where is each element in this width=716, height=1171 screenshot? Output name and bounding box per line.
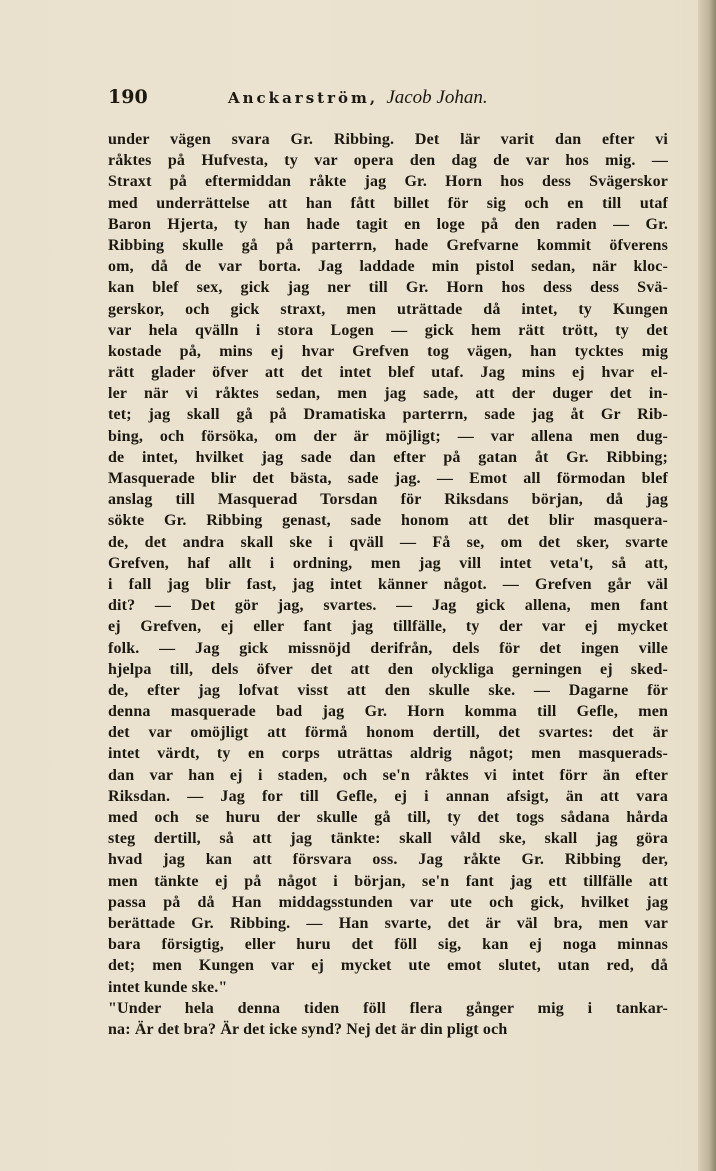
text-line: med underrättelse att han fått billet för sig och en till utaf (108, 194, 668, 212)
text-line: ej Grefven, ej eller fant jag tillfälle, ty der var ej mycket (108, 618, 668, 636)
text-line: var hela qvälln i stora Logen — gick hem rätt trött, ty det (108, 321, 668, 339)
text-line: anslag till Masquerad Torsdan för Riksdans början, då jag (108, 491, 668, 509)
author-surname: Anckarström, (228, 89, 379, 107)
page-header (108, 86, 668, 112)
text-line: gerskor, och gick straxt, men uträttade då intet, ty Kungen (108, 300, 668, 318)
text-line: med och se huru der skulle gå till, ty det togs sådana hårda (108, 809, 668, 826)
running-head (228, 87, 488, 109)
text-line: steg dertill, så att jag tänkte: skall våld ske, skall jag göra (108, 830, 668, 848)
text-line: Straxt på eftermiddan råkte jag Gr. Horn hos dess Svägerskor (108, 173, 668, 191)
text-line: kan blef sex, gick jag ner till Gr. Horn hos dess dess Svä- (108, 279, 668, 297)
text-line: intet kunde ske." (108, 978, 228, 996)
text-line: denna masquerade bad jag Gr. Horn komma till Gefle, men (108, 703, 668, 721)
text-line: bara försigtig, eller huru det föll sig, kan ej noga minnas (108, 936, 668, 954)
text-line: folk. — Jag gick missnöjd derifrån, dels för det ingen ville (108, 639, 668, 657)
text-line: Riksdan. — Jag for till Gefle, ej i annan afsigt, än att vara (108, 787, 668, 805)
text-line: dit? — Det gör jag, svartes. — Jag gick allena, men fant (108, 597, 668, 615)
text-line: bing, och försöka, om der är möjligt; — var allena men dug- (108, 427, 668, 445)
text-line: i fall jag blir fast, jag intet känner något. — Grefven går väl (108, 575, 668, 593)
text-line: tet; jag skall gå på Dramatiska parterrn, sade jag åt Gr Rib- (108, 406, 668, 424)
author-given-name: Jacob Johan. (386, 87, 488, 108)
text-line: de, det andra skall ske i qväll — Få se, om det sker, svarte (108, 533, 668, 551)
body-text (108, 129, 668, 1040)
text-line: Grefven, haf allt i ordning, men jag vill intet veta't, så att, (108, 554, 668, 572)
text-line: sökte Gr. Ribbing genast, sade honom att det blir masquera- (108, 512, 668, 530)
text-line: de intet, hvilket jag sade dan efter på gatan åt Gr. Ribbing; (108, 448, 668, 466)
text-line: dan var han ej i staden, och se'n råktes vi intet förr än efter (108, 766, 668, 784)
text-line: kostade på, mins ej hvar Grefven tog vägen, han tycktes mig (108, 342, 668, 360)
text-line: berättade Gr. Ribbing. — Han svarte, det är väl bra, men var (108, 914, 668, 932)
text-line: Baron Hjerta, ty han hade tagit en loge på den raden — Gr. (108, 215, 668, 233)
text-line: det var omöjligt att förmå honom dertill, det svartes: det är (108, 724, 668, 742)
page-spine-edge (698, 0, 716, 1171)
text-line: "Under hela denna tiden föll flera gånger mig i tankar- (108, 999, 668, 1017)
text-line: men tänkte ej på något i början, se'n fant jag ett tillfälle att (108, 872, 668, 890)
text-line: na: Är det bra? Är det icke synd? Nej det är din pligt och (108, 1020, 508, 1038)
text-line: under vägen svara Gr. Ribbing. Det lär varit dan efter vi (108, 131, 668, 148)
text-line: intet värdt, ty en corps uträttas aldrig något; men masquerads- (108, 745, 668, 763)
text-line: rätt glader öfver att det intet blef utaf. Jag mins ej hvar el- (108, 364, 668, 382)
page-number: 190 (108, 86, 148, 108)
text-line: Masquerade blir det bästa, sade jag. — Emot all förmodan blef (108, 470, 668, 487)
text-line: om, då de var borta. Jag laddade min pistol sedan, när kloc- (108, 258, 668, 276)
text-line: det; men Kungen var ej mycket ute emot slutet, utan red, då (108, 957, 668, 975)
text-line: ler när vi råktes sedan, men jag sade, att der duger det in- (108, 385, 668, 403)
text-line: Ribbing skulle gå på parterrn, hade Grefvarne kommit öfverens (108, 236, 668, 254)
text-line: hvad jag kan att försvara oss. Jag råkte Gr. Ribbing der, (108, 851, 668, 869)
text-line: råktes på Hufvesta, ty var opera den dag de var hos mig. — (108, 152, 668, 170)
text-line: passa på då Han middagsstunden var ute och gick, hvilket jag (108, 893, 668, 911)
text-line: hjelpa till, dels öfver det att den olyckliga gerningen ej sked- (108, 660, 668, 678)
text-line: de, efter jag lofvat visst att den skulle ske. — Dagarne för (108, 681, 668, 699)
